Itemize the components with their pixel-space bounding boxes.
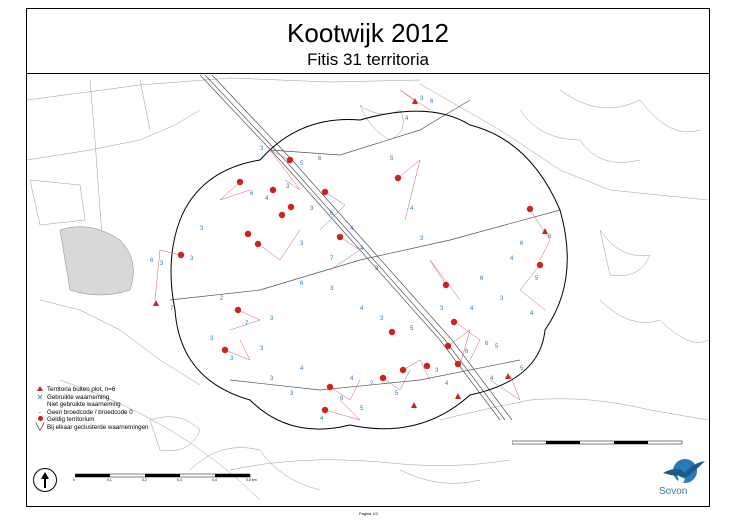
svg-text:6: 6 (330, 211, 334, 217)
scale-tick-label: 0,4 (212, 478, 217, 482)
map-subtitle: Fitis 31 territoria (307, 50, 429, 69)
scale-tick-label: 0 (73, 478, 75, 482)
small-dot-icon: · (38, 407, 42, 417)
cross-icon: ✕ (36, 392, 44, 402)
svg-text:4: 4 (445, 381, 449, 387)
svg-text:6: 6 (465, 349, 469, 355)
observation-labels (150, 96, 552, 422)
legend-item (35, 409, 148, 417)
cluster-lines (155, 90, 550, 420)
svg-text:4: 4 (320, 416, 324, 422)
svg-text:4: 4 (410, 206, 414, 212)
svg-text:3: 3 (260, 346, 264, 352)
svg-text:3: 3 (440, 306, 444, 312)
map-title: Kootwijk 2012 (287, 18, 449, 48)
legend-item (35, 386, 148, 394)
north-arrow-icon (33, 468, 57, 492)
svg-text:3: 3 (500, 296, 504, 302)
scale-bar-right (512, 440, 692, 448)
base-map (27, 78, 708, 500)
svg-text:5: 5 (390, 156, 394, 162)
page-number: Pagina 1/1 (358, 511, 379, 516)
svg-text:6: 6 (340, 396, 344, 402)
svg-text:5: 5 (300, 161, 304, 167)
svg-text:3: 3 (435, 368, 439, 374)
svg-text:3: 3 (190, 256, 194, 262)
svg-text:4: 4 (300, 366, 304, 372)
svg-text:4: 4 (490, 376, 494, 382)
svg-text:6: 6 (318, 156, 322, 162)
svg-text:7: 7 (170, 306, 174, 312)
scale-tick-label: 0,5 km (246, 478, 257, 482)
svg-text:5: 5 (395, 391, 399, 397)
svg-text:6: 6 (548, 234, 552, 240)
svg-text:3: 3 (300, 241, 304, 247)
svg-text:5: 5 (410, 326, 414, 332)
legend-item (35, 416, 148, 424)
red-dot-icon (35, 416, 45, 424)
legend-label: Geen broedcode / broedcode 0 (47, 408, 133, 416)
svg-text:4: 4 (360, 246, 364, 252)
svg-text:2: 2 (370, 381, 374, 387)
svg-text:7: 7 (330, 256, 334, 262)
svg-text:6: 6 (150, 258, 154, 264)
svg-text:6: 6 (485, 341, 489, 347)
svg-text:5: 5 (495, 344, 499, 350)
legend-label: Geldig territorium (47, 416, 95, 424)
outside-territory-markers (153, 98, 548, 408)
svg-text:3: 3 (286, 184, 290, 190)
legend-label: Territoria buiten plot, n=6 (47, 386, 116, 393)
legend-label: Gebruikte waarneming (47, 393, 110, 401)
svg-text:4: 4 (470, 306, 474, 312)
svg-text:3: 3 (270, 376, 274, 382)
rail-road (170, 75, 560, 420)
legend-item (35, 394, 148, 402)
svg-text:5: 5 (520, 366, 524, 372)
territory-markers (178, 157, 543, 413)
legend-item (35, 424, 148, 432)
svg-text:4: 4 (350, 226, 354, 232)
scale-tick-label: 0,2 (142, 478, 147, 482)
svg-text:4: 4 (360, 306, 364, 312)
svg-text:3: 3 (200, 226, 204, 232)
scale-bar-left (75, 472, 275, 482)
svg-text:6: 6 (300, 281, 304, 287)
sovon-logo-text: Sovon (659, 486, 688, 497)
svg-text:6: 6 (250, 191, 254, 197)
legend-label: Bij elkaar geclusterde waarnemingen (47, 423, 149, 431)
svg-text:3: 3 (420, 96, 424, 102)
svg-text:4: 4 (265, 196, 269, 202)
svg-text:3: 3 (260, 146, 264, 152)
svg-text:3: 3 (210, 336, 214, 342)
svg-text:7: 7 (245, 321, 249, 327)
svg-text:4: 4 (350, 376, 354, 382)
map-legend (35, 386, 148, 432)
svg-text:4: 4 (510, 256, 514, 262)
cluster-line-icon: ╲╱ (35, 423, 45, 431)
legend-item (35, 401, 148, 409)
svg-text:3: 3 (230, 356, 234, 362)
svg-text:3: 3 (375, 266, 379, 272)
svg-text:5: 5 (360, 406, 364, 412)
svg-text:6: 6 (480, 276, 484, 282)
svg-text:3: 3 (310, 206, 314, 212)
legend-label: Niet gebruikte waarneming (47, 401, 121, 409)
svg-text:6: 6 (520, 241, 524, 247)
svg-text:4: 4 (405, 116, 409, 122)
svg-text:3: 3 (420, 236, 424, 242)
svg-text:3: 3 (160, 261, 164, 267)
svg-text:5: 5 (535, 276, 539, 282)
svg-text:3: 3 (380, 316, 384, 322)
svg-text:3: 3 (330, 286, 334, 292)
scale-tick-label: 0,3 (177, 478, 182, 482)
svg-text:6: 6 (430, 99, 434, 105)
svg-text:4: 4 (530, 311, 534, 317)
svg-text:3: 3 (270, 316, 274, 322)
svg-text:3: 3 (290, 391, 294, 397)
svg-text:2: 2 (220, 296, 224, 302)
scale-tick-label: 0,1 (107, 478, 112, 482)
